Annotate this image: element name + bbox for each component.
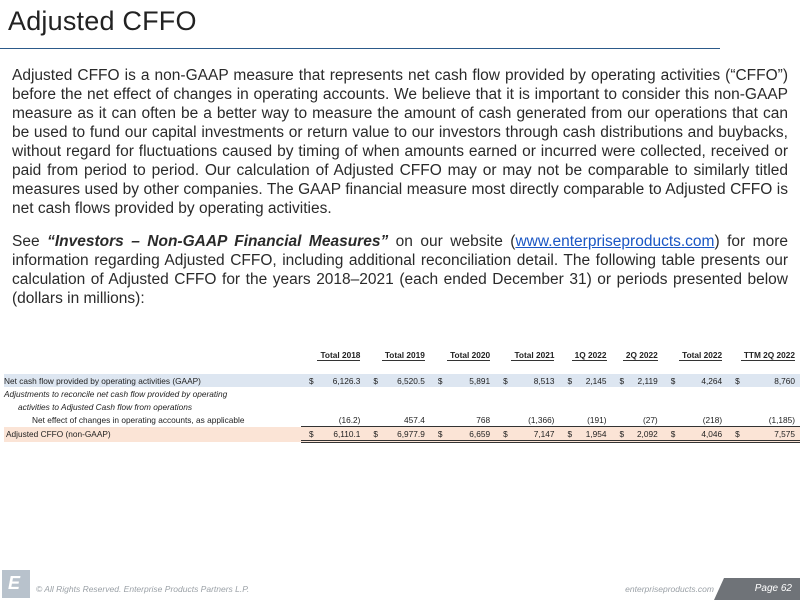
value-cell: (1,366)	[495, 413, 559, 427]
header-2q-2022: 2Q 2022	[612, 348, 663, 362]
intro-paragraph: Adjusted CFFO is a non-GAAP measure that represents net cash flow provided by operating activities (“CFFO”) before the net effect of changes in operating accounts. We believe that it is important to consider this non-GAAP measure as it can often be a better way to measure the amount of cash generated from our operations that can be used to fund our capital investments or return value to our investors through cash distributions and buybacks, without regard for fluctuations caused by timing of when amounts earned or incurred were collected, received or paid from period to period. Our calculation of Adjusted CFFO may or may not be comparable to similarly titled measures used by other companies. The GAAP financial measure most directly comparable to Adjusted CFFO is net cash flows provided by operating activities.	[12, 67, 788, 217]
page-title: Adjusted CFFO	[8, 6, 197, 36]
adjusted-cffo-table	[4, 348, 800, 443]
footer	[0, 573, 800, 600]
value-cell: $ 6,659	[430, 427, 495, 442]
enterprise-logo-icon: E	[2, 570, 30, 598]
header-total-2021: Total 2021	[495, 348, 559, 362]
table-row-net-cash	[4, 374, 800, 387]
reference-paragraph	[12, 232, 788, 308]
header-total-2022: Total 2022	[663, 348, 727, 362]
table-header-row	[4, 348, 800, 362]
reference-lead: See	[12, 233, 48, 250]
reference-mid: on our website (	[388, 233, 516, 250]
page-number: Page 62	[724, 578, 800, 600]
value-cell: $ 7,575	[727, 427, 800, 442]
value-cell: $ 6,126.3	[301, 374, 365, 387]
table-row-adjustments-label	[4, 387, 800, 400]
adjustments-label-1: Adjustments to reconcile net cash flow provided by operating	[4, 388, 228, 399]
value-cell: (191)	[559, 413, 611, 427]
header-total-2020: Total 2020	[430, 348, 495, 362]
footer-website: enterpriseproducts.com	[625, 584, 714, 594]
value-cell: $ 6,977.9	[365, 427, 429, 442]
value-cell: $ 6,110.1	[301, 427, 365, 442]
value-cell: $ 6,520.5	[365, 374, 429, 387]
header-label-cell	[4, 348, 301, 362]
value-cell: (16.2)	[301, 413, 365, 427]
value-cell: $ 2,145	[559, 374, 611, 387]
value-cell: 457.4	[365, 413, 429, 427]
adjustments-label-2: activities to Adjusted Cash flow from operations	[18, 401, 193, 412]
value-cell: $ 2,119	[612, 374, 663, 387]
title-divider	[0, 48, 720, 49]
value-cell: $ 2,092	[612, 427, 663, 442]
header-total-2019: Total 2019	[365, 348, 429, 362]
value-cell: $ 4,264	[663, 374, 727, 387]
footer-copyright: © All Rights Reserved. Enterprise Products Partners L.P.	[36, 584, 250, 594]
value-cell: (218)	[663, 413, 727, 427]
row-label: Net cash flow provided by operating activities (GAAP)	[4, 374, 301, 387]
value-cell: $ 8,513	[495, 374, 559, 387]
reference-emphasis: “Investors – Non-GAAP Financial Measures”	[47, 233, 389, 250]
value-cell: $ 4,046	[663, 427, 727, 442]
value-cell: (27)	[612, 413, 663, 427]
value-cell: $ 7,147	[495, 427, 559, 442]
header-1q-2022: 1Q 2022	[559, 348, 611, 362]
value-cell: $ 8,760	[727, 374, 800, 387]
website-link[interactable]: www.enterpriseproducts.com	[515, 233, 715, 250]
value-cell: $ 5,891	[430, 374, 495, 387]
value-cell: 768	[430, 413, 495, 427]
header-total-2018: Total 2018	[301, 348, 365, 362]
table-row-net-effect	[4, 413, 800, 427]
header-ttm-2q-2022: TTM 2Q 2022	[727, 348, 800, 362]
row-label: Adjusted CFFO (non-GAAP)	[4, 427, 301, 442]
value-cell: (1,185)	[727, 413, 800, 427]
row-label: Net effect of changes in operating accounts, as applicable	[32, 414, 245, 425]
table-row-adjustments-label-2	[4, 400, 800, 413]
value-cell: $ 1,954	[559, 427, 611, 442]
table-row-adjusted-cffo	[4, 427, 800, 442]
reference-tail: ) for more information regarding Adjusted CFFO, including additional reconciliation detail. The following table presents our calculation of Adjusted CFFO for the years 2018–2021 (each ended December 31) or periods presented below (dollars in millions):	[12, 233, 788, 307]
